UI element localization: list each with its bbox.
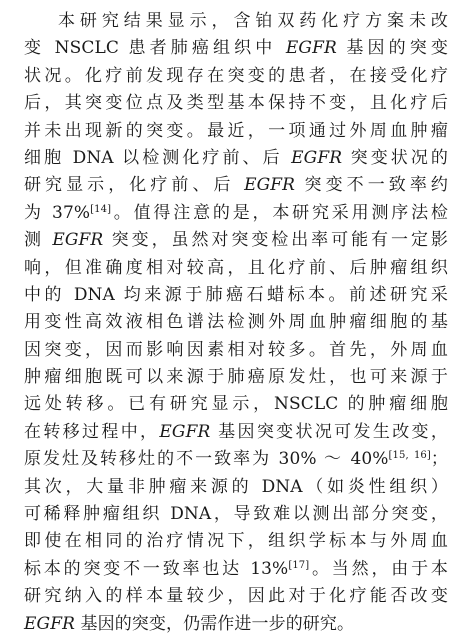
text-line [24,611,448,638]
gene-name-italic: EGFR [285,38,337,59]
text-line [24,63,448,90]
body-paragraph [24,8,448,638]
text-segment: 。当然，由于本 [309,558,448,579]
text-line [24,90,448,117]
text-line [24,309,448,336]
text-line [24,391,448,418]
text-segment: 其次，大量非肿瘤来源的 DNA（如炎性组织） [24,476,448,497]
text-segment: 本研究结果显示，含铂双药化疗方案未改 [58,11,448,31]
text-line [24,474,448,501]
citation-superscript: [14] [90,203,112,215]
text-segment: 并未出现新的突变。最近，一项通过外周血肿瘤 [24,120,448,141]
text-segment: 研究纳入的样本量较少，因此对于化疗能否改变 [24,586,448,607]
text-line [24,145,448,172]
text-line [24,118,448,145]
text-segment: 突变状况的 [342,147,448,168]
text-line [24,337,448,364]
text-segment: ； [430,449,448,470]
text-segment: 。值得注意的是，本研究采用测序法检 [111,202,448,223]
text-segment: 可稀释肿瘤组织 DNA，导致难以测出部分突变， [24,504,448,525]
text-segment: 基因的突变，仍需作进一步的研究。 [75,613,355,634]
text-line [24,364,448,391]
text-line [24,172,448,199]
text-segment: 突变不一致率约 [295,175,448,196]
text-segment: 变 NSCLC 患者肺癌组织中 [24,38,286,59]
citation-superscript: [15, 16] [388,450,431,462]
text-segment: 研究显示，化疗前、后 [24,175,245,196]
text-segment: 远处转移。已有研究显示，NSCLC 的肿瘤细胞 [24,394,448,415]
gene-name-italic: EGFR [52,230,104,251]
text-segment: 细胞 DNA 以检测化疗前、后 [24,147,292,168]
text-segment: 基因突变状况可发生改变， [210,421,448,442]
text-line [24,446,448,473]
text-segment: 后，其突变位点及类型基本保持不变，且化疗后 [24,93,448,114]
text-segment: 测 [24,230,53,251]
text-segment: 原发灶及转移灶的不一致率为 30% ～ 40% [24,449,389,470]
text-line [24,227,448,254]
text-segment: 在转移过程中， [24,421,160,442]
gene-name-italic: EGFR [24,613,75,634]
gene-name-italic: EGFR [159,421,211,442]
text-line [24,419,448,446]
text-segment: 中的 DNA 均来源于肺癌石蜡标本。前述研究采 [24,284,448,305]
gene-name-italic: EGFR [291,147,343,168]
gene-name-italic: EGFR [244,175,296,196]
text-line [24,501,448,528]
text-line [24,255,448,282]
text-segment: 用变性高效液相色谱法检测外周血肿瘤细胞的基 [24,312,448,333]
text-line [24,200,448,227]
text-line [24,556,448,583]
text-segment: 状况。化疗前发现存在突变的患者，在接受化疗 [24,65,448,86]
text-segment: 响，但准确度相对较高，且化疗前、后肿瘤组织 [24,257,448,278]
text-line [24,528,448,555]
text-segment: 因突变，因而影响因素相对较多。首先，外周血 [24,339,448,360]
text-segment: 基因的突变 [336,38,448,59]
text-segment: 突变，虽然对突变检出率可能有一定影 [103,230,448,251]
text-segment: 为 37% [24,202,91,223]
citation-superscript: [17] [288,559,310,571]
text-line [24,8,448,35]
text-segment: 肿瘤细胞既可以来源于肺癌原发灶，也可来源于 [24,367,448,388]
text-line [24,35,448,62]
text-line [24,583,448,610]
text-segment: 即使在相同的治疗情况下，组织学标本与外周血 [24,531,448,552]
text-segment: 标本的突变不一致率也达 13% [24,558,289,579]
text-line [24,282,448,309]
